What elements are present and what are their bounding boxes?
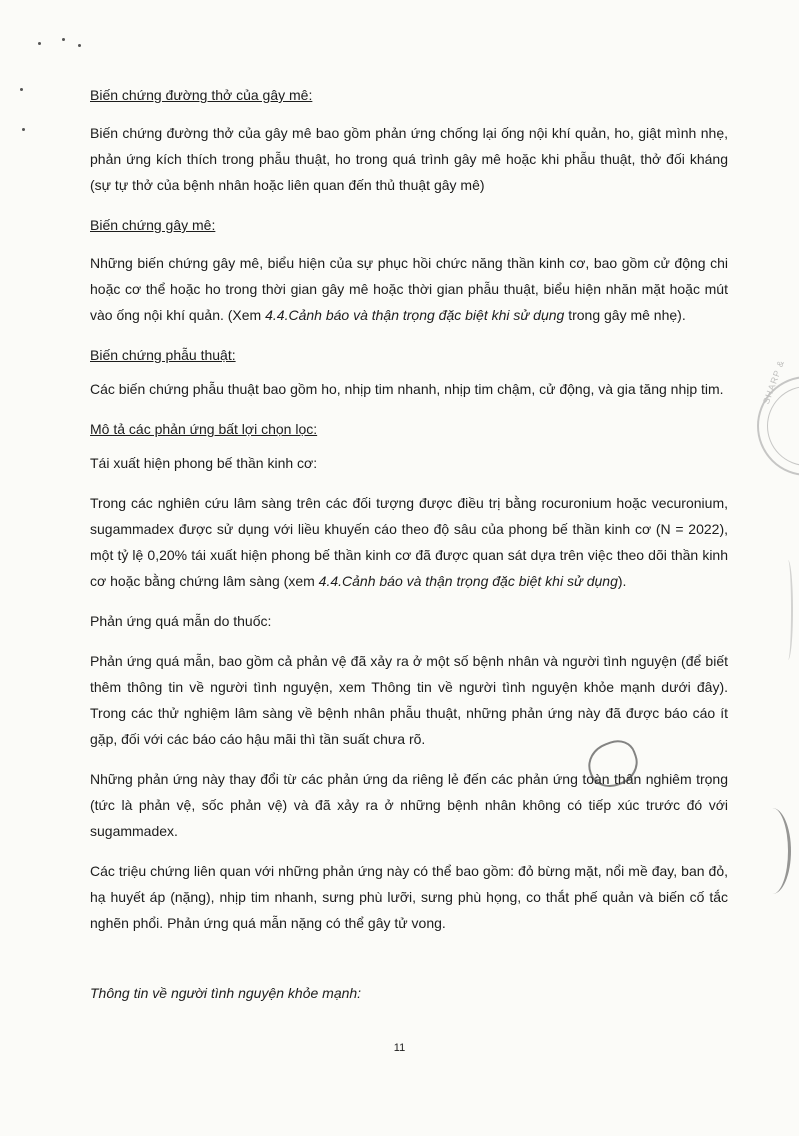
heading-surgical-complications: Biến chứng phẫu thuật: xyxy=(90,347,236,363)
heading-healthy-volunteers: Thông tin về người tình nguyện khỏe mạnh: xyxy=(90,985,362,1001)
paragraph-hypersensitivity-2: Những phản ứng này thay đổi từ các phản ứng da riêng lẻ đến các phản ứng toàn thân nghiêm trọng (tức là phản vệ, sốc phản vệ) và đã xảy ra ở những bệnh nhân không có tiếp xúc trước đó với sugammadex. xyxy=(90,771,728,839)
company-seal xyxy=(757,358,799,476)
paragraph-anesthesia: Những biến chứng gây mê, biểu hiện của sự phục hồi chức năng thần kinh cơ, bao gồm cử động chi hoặc cơ thể hoặc ho trong thời gian gây mê hoặc thời gian phẫu thuật, biểu hiện nhăn mặt hoặc mút vào ống nội khí quản. (Xem 4.4.Cảnh báo và thận trọng đặc biệt khi sử dụng trong gây mê nhẹ). xyxy=(90,255,728,323)
paragraph-symptoms: Các triệu chứng liên quan với những phản ứng này có thể bao gồm: đỏ bừng mặt, nổi mề đay, ban đỏ, hạ huyết áp (nặng), nhịp tim nhanh, sưng phù lưỡi, sưng phù họng, co thắt phế quản và biến cố tắc nghẽn phổi. Phản ứng quá mẫn nặng có thể gây tử vong. xyxy=(90,863,728,931)
cross-reference: 4.4.Cảnh báo và thận trọng đặc biệt khi sử dụng xyxy=(265,307,565,323)
seal-text: SHARP & xyxy=(761,358,787,406)
heading-anesthesia-complications: Biến chứng gây mê: xyxy=(90,217,216,233)
scan-speck xyxy=(22,128,25,131)
subheading-hypersensitivity: Phản ứng quá mẫn do thuốc: xyxy=(90,613,272,629)
scan-speck xyxy=(62,38,65,41)
seal-fragment xyxy=(754,808,791,894)
subheading-neuromuscular-block: Tái xuất hiện phong bế thần kinh cơ: xyxy=(90,455,318,471)
document-body xyxy=(90,82,728,1020)
edge-mark xyxy=(783,560,793,660)
cross-reference: 4.4.Cảnh báo và thận trọng đặc biệt khi sử dụng xyxy=(318,573,618,589)
paragraph-hypersensitivity-1: Phản ứng quá mẫn, bao gồm cả phản vệ đã xảy ra ở một số bệnh nhân và người tình nguyện (để biết thêm thông tin về người tình nguyện, xem Thông tin về người tình nguyện khỏe mạnh dưới đây). Trong các thử nghiệm lâm sàng về bệnh nhân phẫu thuật, những phản ứng này đã được báo cáo ít gặp, đối với các báo cáo hậu mãi thì tần suất chưa rõ. xyxy=(90,653,728,747)
scan-speck xyxy=(38,42,41,45)
paragraph-airway: Biến chứng đường thở của gây mê bao gồm phản ứng chống lại ống nội khí quản, ho, giật mình nhẹ, phản ứng kích thích trong phẫu thuật, ho trong quá trình gây mê hoặc khi phẫu thuật, thở đối kháng (sự tự thở của bệnh nhân hoặc liên quan đến thủ thuật gây mê) xyxy=(90,125,728,193)
paragraph-surgical: Các biến chứng phẫu thuật bao gồm ho, nhịp tim nhanh, nhịp tim chậm, cử động, và gia tăng nhịp tim. xyxy=(90,381,724,397)
scan-speck xyxy=(78,44,81,47)
heading-selected-adverse-reactions: Mô tả các phản ứng bất lợi chọn lọc: xyxy=(90,421,318,437)
scan-speck xyxy=(20,88,23,91)
heading-airway-complications: Biến chứng đường thở của gây mê: xyxy=(90,87,313,103)
paragraph-neuromuscular: Trong các nghiên cứu lâm sàng trên các đối tượng được điều trị bằng rocuronium hoặc vecuronium, sugammadex được sử dụng với liều khuyến cáo theo độ sâu của phong bế thần kinh cơ (N = 2022), một tỷ lệ 0,20% tái xuất hiện phong bế thần kinh cơ đã được quan sát dựa trên việc theo dõi thần kinh cơ hoặc bằng chứng lâm sàng (xem 4.4.Cảnh báo và thận trọng đặc biệt khi sử dụng). xyxy=(90,495,728,589)
page-number: 11 xyxy=(393,1042,406,1054)
